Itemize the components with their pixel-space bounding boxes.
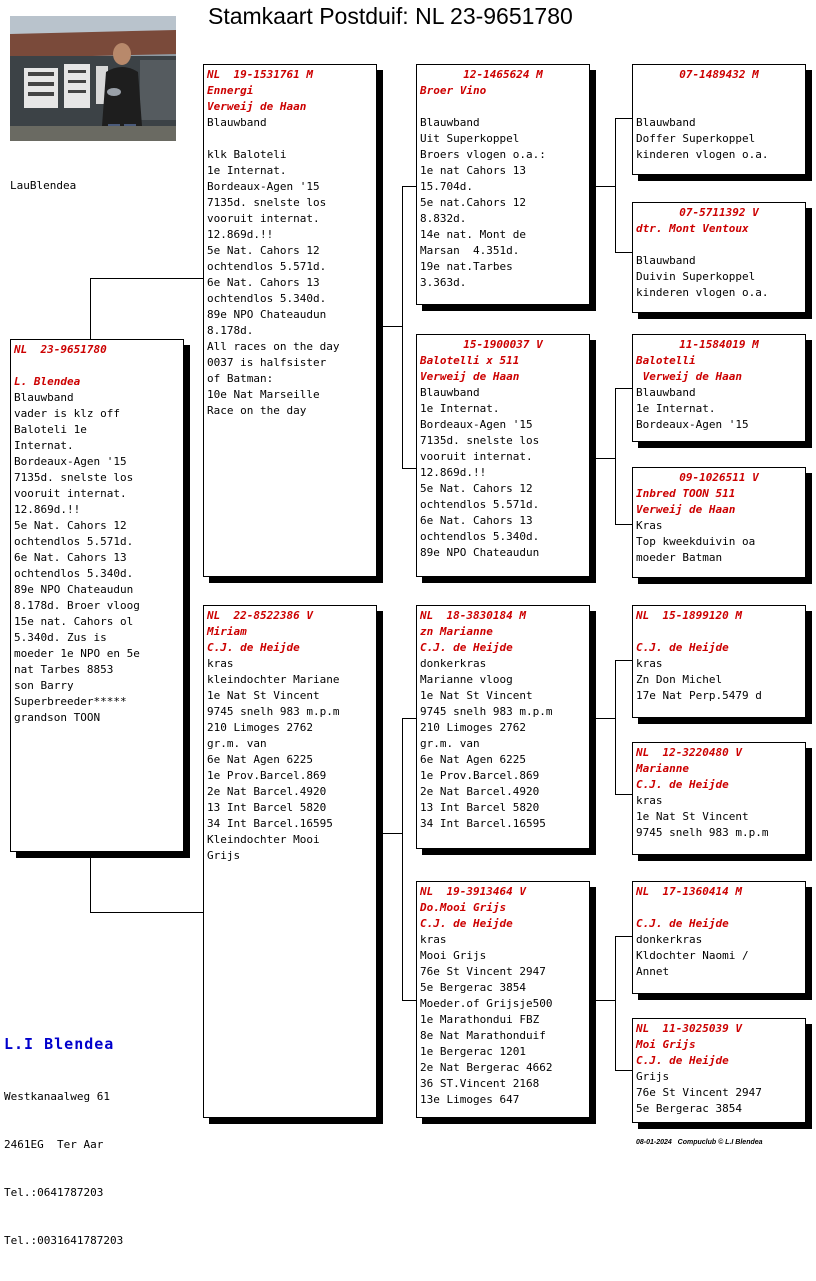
connector-line <box>589 1000 615 1001</box>
pigeon-name: Broer Vino <box>420 84 487 97</box>
owner-phone: Tel.:0031641787203 <box>4 1234 124 1247</box>
pedigree-text-line: 2e Nat Barcel.4920 <box>420 785 540 798</box>
pedigree-card-fff <box>632 64 806 175</box>
pedigree-card-father-father <box>416 64 590 305</box>
pigeon-name: Verweij de Haan <box>636 503 736 516</box>
owner-address <box>4 1057 123 1281</box>
pedigree-text-line: nat Tarbes 8853 <box>14 663 114 676</box>
connector-line <box>615 388 616 524</box>
pigeon-name: Balotelli x 511 <box>420 354 520 367</box>
pedigree-text-line: gr.m. van <box>420 737 480 750</box>
pedigree-text-line: 1e Marathondui FBZ <box>420 1013 540 1026</box>
pedigree-text-line: ochtendlos 5.571d. <box>14 535 134 548</box>
pedigree-text-line: donkerkras <box>420 657 487 670</box>
pigeon-name: Balotelli <box>636 354 696 367</box>
pedigree-text-line: kras <box>636 794 663 807</box>
pigeon-name: Verweij de Haan <box>636 370 742 383</box>
pedigree-text-line: 210 Limoges 2762 <box>207 721 313 734</box>
pigeon-name: Marianne <box>636 762 689 775</box>
pigeon-name <box>636 624 802 640</box>
pigeon-name: C.J. de Heijde <box>636 917 729 930</box>
pedigree-text-line: Annet <box>636 965 670 978</box>
page-title: Stamkaart Postduif: NL 23-9651780 <box>208 3 573 29</box>
connector-line <box>615 1070 632 1071</box>
connector-line <box>402 718 416 719</box>
pedigree-text-line: 13 Int Barcel 5820 <box>420 801 540 814</box>
pedigree-text-line: Bordeaux-Agen '15 <box>636 418 749 431</box>
pedigree-text-line: Blauwband <box>207 116 267 129</box>
ring-number: NL 19-3913464 V <box>420 885 526 898</box>
pigeon-name: C.J. de Heijde <box>636 1054 729 1067</box>
pedigree-text-line: 76e St Vincent 2947 <box>420 965 546 978</box>
pedigree-text-line: kinderen vlogen o.a. <box>636 148 769 161</box>
ring-number: 12-1465624 M <box>463 68 543 81</box>
pedigree-text-line: Superbreeder***** <box>14 695 127 708</box>
pedigree-text-line: 36 ST.Vincent 2168 <box>420 1077 540 1090</box>
ring-number: NL 17-1360414 M <box>636 885 742 898</box>
pedigree-text-line: 17e Nat Perp.5479 d <box>636 689 762 702</box>
pedigree-text-line: 15e nat. Cahors ol <box>14 615 134 628</box>
pedigree-text-line: Blauwband <box>636 386 696 399</box>
pigeon-name: Inbred TOON 511 <box>636 487 736 500</box>
pedigree-text-line: vader is klz off <box>14 407 120 420</box>
connector-line <box>402 1000 416 1001</box>
pedigree-card-mother <box>203 605 377 1118</box>
pedigree-text-line: 5.340d. Zus is <box>14 631 107 644</box>
pedigree-text-line: Marianne vloog <box>420 673 513 686</box>
connector-line <box>615 388 632 389</box>
pedigree-text-line: 6e Nat. Cahors 13 <box>420 514 533 527</box>
pedigree-text-line: 3.363d. <box>420 276 467 289</box>
pedigree-text-line: Kldochter Naomi / <box>636 949 749 962</box>
connector-line <box>615 936 616 1070</box>
pedigree-text-line: 1e Bergerac 1201 <box>420 1045 526 1058</box>
pedigree-text-line: 6e Nat Agen 6225 <box>420 753 526 766</box>
pedigree-text-line: klk Baloteli <box>207 148 287 161</box>
pedigree-card-father <box>203 64 377 577</box>
pigeon-name: Verweij de Haan <box>420 370 520 383</box>
pigeon-name: Verweij de Haan <box>207 100 307 113</box>
owner-block <box>4 1035 123 1281</box>
pedigree-text-line: 13e Limoges 647 <box>420 1093 520 1106</box>
pedigree-text-line <box>636 99 802 115</box>
pedigree-text-line: Zn Don Michel <box>636 673 723 686</box>
connector-line <box>402 468 416 469</box>
connector-line <box>615 936 632 937</box>
pedigree-card-father-mother <box>416 334 590 577</box>
pedigree-text-line: Bordeaux-Agen '15 <box>14 455 127 468</box>
pedigree-text-line: Broers vlogen o.a.: <box>420 148 546 161</box>
pigeon-name: C.J. de Heijde <box>207 641 300 654</box>
pedigree-text-line: ochtendlos 5.340d. <box>207 292 327 305</box>
pedigree-text-line: 89e NPO Chateaudun <box>207 308 327 321</box>
connector-line <box>615 118 616 252</box>
pedigree-card-fmm <box>632 467 806 578</box>
pedigree-text-line: ochtendlos 5.340d. <box>420 530 540 543</box>
pedigree-text-line: Uit Superkoppel <box>420 132 520 145</box>
pedigree-text-line: 5e Nat. Cahors 12 <box>420 482 533 495</box>
connector-line <box>90 278 91 340</box>
ring-number: 09-1026511 V <box>679 471 759 484</box>
pedigree-text-line: 76e St Vincent 2947 <box>636 1086 762 1099</box>
pedigree-text-line: 34 Int Barcel.16595 <box>207 817 333 830</box>
connector-line <box>589 186 615 187</box>
pigeon-name <box>636 83 802 99</box>
pedigree-text-line: gr.m. van <box>207 737 267 750</box>
pigeon-name <box>14 358 180 374</box>
pedigree-text-line: 1e Nat St Vincent <box>420 689 533 702</box>
connector-line <box>615 660 616 794</box>
pedigree-text-line: grandson TOON <box>14 711 101 724</box>
pedigree-text-line: Mooi Grijs <box>420 949 487 962</box>
pedigree-text-line: ochtendlos 5.571d. <box>207 260 327 273</box>
pedigree-text-line: 1e Internat. <box>420 402 500 415</box>
ring-number: NL 15-1899120 M <box>636 609 742 622</box>
pigeon-name: Ennergi <box>207 84 254 97</box>
pedigree-text-line: 34 Int Barcel.16595 <box>420 817 546 830</box>
pedigree-text-line: 12.869d.!! <box>207 228 274 241</box>
pedigree-text-line: Kras <box>636 519 663 532</box>
pedigree-text-line: Blauwband <box>420 116 480 129</box>
owner-photo <box>10 16 176 141</box>
ring-number: NL 18-3830184 M <box>420 609 526 622</box>
pedigree-text-line: 1e Prov.Barcel.869 <box>420 769 540 782</box>
pedigree-text-line: 8.178d. Broer vloog <box>14 599 140 612</box>
pedigree-text-line: 0037 is halfsister <box>207 356 327 369</box>
pedigree-text-line: 1e Internat. <box>207 164 287 177</box>
pedigree-text-line: 5e Nat. Cahors 12 <box>207 244 320 257</box>
pedigree-text-line: Blauwband <box>636 116 696 129</box>
ring-number: NL 11-3025039 V <box>636 1022 742 1035</box>
connector-line <box>376 326 402 327</box>
ring-number: 07-1489432 M <box>679 68 759 81</box>
pedigree-text-line: Top kweekduivin oa <box>636 535 756 548</box>
pedigree-card-subject <box>10 339 184 852</box>
ring-number: NL 12-3220480 V <box>636 746 742 759</box>
ring-number: 11-1584019 M <box>679 338 759 351</box>
pedigree-text-line: Marsan 4.351d. <box>420 244 520 257</box>
pedigree-text-line: kras <box>636 657 663 670</box>
pedigree-text-line: kras <box>420 933 447 946</box>
pedigree-text-line: kleindochter Mariane <box>207 673 340 686</box>
pedigree-text-line: Grijs <box>636 1070 670 1083</box>
pedigree-text-line: Bordeaux-Agen '15 <box>420 418 533 431</box>
connector-line <box>615 794 632 795</box>
ring-number: NL 19-1531761 M <box>207 68 313 81</box>
pedigree-text-line: Internat. <box>14 439 74 452</box>
pigeon-name: dtr. Mont Ventoux <box>636 222 749 235</box>
pigeon-name: L. Blendea <box>14 375 81 388</box>
pedigree-text-line: Doffer Superkoppel <box>636 132 756 145</box>
ring-number: NL 23-9651780 <box>14 343 107 356</box>
pedigree-card-ffm <box>632 202 806 313</box>
pedigree-card-mmf <box>632 881 806 994</box>
connector-line <box>615 252 632 253</box>
pedigree-text-line: of Batman: <box>207 372 274 385</box>
pedigree-text-line: 89e NPO Chateaudun <box>420 546 540 559</box>
pedigree-text-line: vooruit internat. <box>207 212 320 225</box>
pedigree-text-line: 5e nat.Cahors 12 <box>420 196 526 209</box>
ring-number: 15-1900037 V <box>463 338 543 351</box>
pedigree-text-line <box>420 99 586 115</box>
owner-name: L.I Blendea <box>4 1035 115 1053</box>
ring-number: 07-5711392 V <box>679 206 759 219</box>
pedigree-text-line: Blauwband <box>14 391 74 404</box>
pedigree-text-line: 5e Bergerac 3854 <box>636 1102 742 1115</box>
loft-name: LauBlendea <box>10 179 77 192</box>
pedigree-text-line: Blauwband <box>636 254 696 267</box>
pedigree-text-line: 12.869d.!! <box>14 503 81 516</box>
pedigree-text-line: 210 Limoges 2762 <box>420 721 526 734</box>
pedigree-text-line: moeder Batman <box>636 551 723 564</box>
pedigree-card-fmf <box>632 334 806 442</box>
pigeon-name: Miriam <box>207 625 247 638</box>
pedigree-text-line: 5e Nat. Cahors 12 <box>14 519 127 532</box>
footer-credit: 08-01-2024 Compuclub © L.I Blendea <box>636 1139 763 1146</box>
pigeon-name: Moi Grijs <box>636 1038 696 1051</box>
connector-line <box>402 186 403 468</box>
pedigree-text-line: kinderen vlogen o.a. <box>636 286 769 299</box>
owner-phone: Tel.:0641787203 <box>4 1186 104 1199</box>
pedigree-card-mother-father <box>416 605 590 849</box>
connector-line <box>615 524 632 525</box>
owner-address-line: Westkanaalweg 61 <box>4 1090 110 1103</box>
connector-line <box>90 278 204 279</box>
pedigree-text-line: Race on the day <box>207 404 307 417</box>
pedigree-text-line: 9745 snelh 983 m.p.m <box>636 826 769 839</box>
pedigree-text-line: ochtendlos 5.571d. <box>420 498 540 511</box>
pedigree-text-line: 89e NPO Chateaudun <box>14 583 134 596</box>
pedigree-text-line: kras <box>207 657 234 670</box>
ring-number: NL 22-8522386 V <box>207 609 313 622</box>
pedigree-text-line: 10e Nat Marseille <box>207 388 320 401</box>
pedigree-card-mother-mother <box>416 881 590 1118</box>
pedigree-card-mmm <box>632 1018 806 1123</box>
pedigree-text-line: moeder 1e NPO en 5e <box>14 647 140 660</box>
pedigree-text-line: 1e nat Cahors 13 <box>420 164 526 177</box>
pedigree-text-line: 7135d. snelste los <box>207 196 327 209</box>
connector-line <box>589 718 615 719</box>
pedigree-text-line: 8.178d. <box>207 324 254 337</box>
pedigree-text-line <box>207 131 373 147</box>
connector-line <box>90 912 204 913</box>
pedigree-text-line: 14e nat. Mont de <box>420 228 526 241</box>
pedigree-text-line <box>636 237 802 253</box>
pedigree-text-line: All races on the day <box>207 340 340 353</box>
pedigree-text-line: vooruit internat. <box>420 450 533 463</box>
pedigree-text-line: Baloteli 1e <box>14 423 87 436</box>
pedigree-text-line: 7135d. snelste los <box>14 471 134 484</box>
pigeon-name: C.J. de Heijde <box>420 917 513 930</box>
pedigree-text-line: 6e Nat. Cahors 13 <box>207 276 320 289</box>
connector-line <box>615 118 632 119</box>
connector-line <box>402 186 416 187</box>
pedigree-text-line: 1e Nat St Vincent <box>207 689 320 702</box>
pedigree-card-mfm <box>632 742 806 855</box>
pedigree-text-line: 8.832d. <box>420 212 467 225</box>
connector-line <box>90 852 91 912</box>
connector-line <box>589 458 615 459</box>
pedigree-text-line: 12.869d.!! <box>420 466 487 479</box>
pedigree-text-line: Moeder.of Grijsje500 <box>420 997 553 1010</box>
pigeon-name: C.J. de Heijde <box>636 778 729 791</box>
pedigree-text-line: 15.704d. <box>420 180 473 193</box>
pedigree-text-line: 1e Internat. <box>636 402 716 415</box>
pedigree-text-line: Grijs <box>207 849 241 862</box>
pedigree-text-line: 1e Prov.Barcel.869 <box>207 769 327 782</box>
pedigree-text-line: 2e Nat Barcel.4920 <box>207 785 327 798</box>
pedigree-text-line: ochtendlos 5.340d. <box>14 567 134 580</box>
owner-address-line: 2461EG Ter Aar <box>4 1138 104 1151</box>
pedigree-text-line: 9745 snelh 983 m.p.m <box>420 705 553 718</box>
pedigree-text-line: donkerkras <box>636 933 703 946</box>
pedigree-text-line: 9745 snelh 983 m.p.m <box>207 705 340 718</box>
pigeon-name: C.J. de Heijde <box>420 641 513 654</box>
pedigree-card-mff <box>632 605 806 718</box>
pedigree-text-line: 13 Int Barcel 5820 <box>207 801 327 814</box>
pigeon-name: Do.Mooi Grijs <box>420 901 507 914</box>
pedigree-text-line: 5e Bergerac 3854 <box>420 981 526 994</box>
pedigree-text-line: son Barry <box>14 679 74 692</box>
pedigree-text-line: 19e nat.Tarbes <box>420 260 513 273</box>
connector-line <box>615 660 632 661</box>
connector-line <box>402 718 403 1000</box>
pedigree-text-line: Duivin Superkoppel <box>636 270 756 283</box>
pigeon-name: C.J. de Heijde <box>636 641 729 654</box>
connector-line <box>376 833 402 834</box>
pedigree-text-line: 2e Nat Bergerac 4662 <box>420 1061 553 1074</box>
pedigree-text-line: 6e Nat Agen 6225 <box>207 753 313 766</box>
pedigree-text-line: Blauwband <box>420 386 480 399</box>
pedigree-text-line: 7135d. snelste los <box>420 434 540 447</box>
pedigree-text-line: 8e Nat Marathonduif <box>420 1029 546 1042</box>
pedigree-text-line: vooruit internat. <box>14 487 127 500</box>
pedigree-text-line: Bordeaux-Agen '15 <box>207 180 320 193</box>
pigeon-name: zn Marianne <box>420 625 493 638</box>
pedigree-text-line: 1e Nat St Vincent <box>636 810 749 823</box>
pigeon-name <box>636 900 802 916</box>
pedigree-text-line: 6e Nat. Cahors 13 <box>14 551 127 564</box>
pedigree-text-line: Kleindochter Mooi <box>207 833 320 846</box>
